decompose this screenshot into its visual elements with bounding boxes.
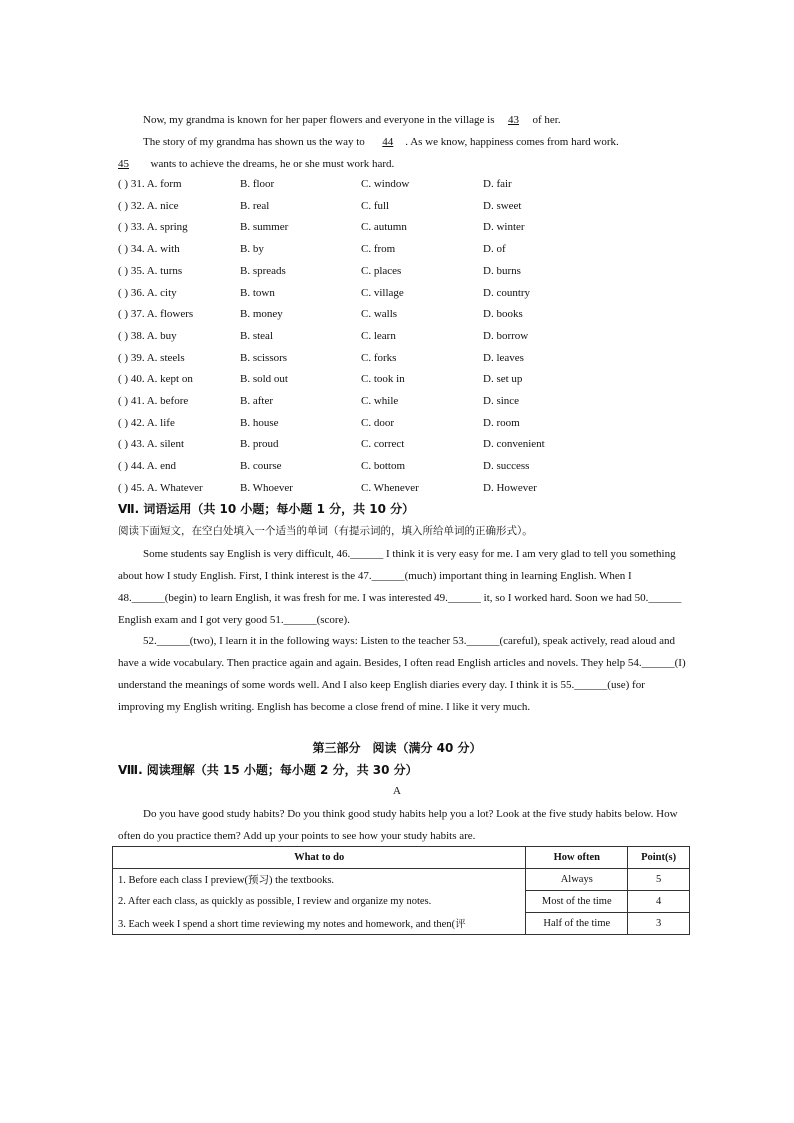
option-c: C. window	[361, 178, 410, 190]
option-row	[118, 369, 690, 391]
option-b: B. by	[240, 243, 264, 256]
frequency-cell: Half of the time	[526, 913, 628, 935]
option-b: B. steal	[240, 329, 273, 342]
blank-45: 45	[118, 158, 129, 170]
table-header-row	[113, 847, 690, 869]
option-b: B. scissors	[240, 351, 288, 364]
option-c: C. autumn	[361, 221, 407, 234]
question-number[interactable]: ( ) 32. A. nice	[118, 199, 179, 212]
habit-cell: 2. After each class, as quickly as possible, I review and organize my notes.	[113, 891, 526, 913]
intro-text: Now, my grandma is known for her paper flowers and everyone in the village is	[143, 114, 495, 126]
option-row	[118, 348, 690, 370]
option-d: D. fair	[483, 178, 512, 190]
option-c: C. correct	[361, 438, 405, 451]
option-d: D. sweet	[483, 199, 522, 212]
option-c: C. village	[361, 286, 404, 299]
option-row	[118, 217, 690, 239]
question-number[interactable]: ( ) 37. A. flowers	[118, 308, 194, 321]
question-number[interactable]: ( ) 45. A. Whatever	[118, 481, 203, 494]
section7-paragraph-1: Some students say English is very difficult, 46.______ I think it is very easy for me. I am very glad to tell you something about how I study English. First, I think interest is the 47.______(much) important thing in learning English. When I 48.______(begin) to learn English, it was fresh for me. I was interested 49.______ it, so I worked hard. Soon we had 50.______ English exam and I got very good 51.______(score).	[118, 548, 682, 626]
question-number[interactable]: ( ) 34. A. with	[118, 243, 180, 256]
section7-heading: Ⅶ. 词语运用（共 10 小题；每小题 1 分，共 10 分）	[118, 502, 415, 516]
option-row	[118, 174, 690, 196]
section7-instruction: 阅读下面短文，在空白处填入一个适当的单词（有提示词的，填入所给单词的正确形式）。	[118, 525, 533, 537]
question-number[interactable]: ( ) 41. A. before	[118, 395, 189, 407]
header-points: Point(s)	[628, 847, 690, 869]
study-habits-table	[112, 846, 690, 935]
option-c: C. while	[361, 395, 399, 407]
option-c: C. learn	[361, 329, 396, 342]
section8-intro: Do you have good study habits? Do you think good study habits help you a lot? Look at the five study habits below. How often do you practice them? Add up your points to see how your study habits are.	[118, 808, 678, 842]
option-row	[118, 413, 690, 435]
option-b: B. course	[240, 460, 282, 473]
option-row	[118, 304, 690, 326]
option-c: C. door	[361, 416, 394, 429]
section7-paragraph-2: 52.______(two), I learn it in the following ways: Listen to the teacher 53.______(careful), speak actively, read aloud and have a wide vocabulary. Then practice again and again. Besides, I often read English articles and novels. They help 54.______(I) understand the meanings of some words well. And I also keep English diaries every day. I think it is 55.______(use) for improving my English writing. English has become a close frend of mine. I like it very much.	[118, 635, 686, 713]
option-d: D. room	[483, 416, 520, 429]
points-cell: 5	[628, 869, 690, 891]
points-cell: 4	[628, 891, 690, 913]
intro-line-44: The story of my grandma has shown us the way to 44 . As we know, happiness comes from hard work.	[143, 136, 619, 148]
option-c: C. forks	[361, 351, 397, 364]
question-number[interactable]: ( ) 43. A. silent	[118, 438, 184, 451]
passage-label: A	[393, 785, 401, 797]
option-b: B. proud	[240, 438, 279, 451]
option-c: C. took in	[361, 373, 405, 386]
option-c: C. full	[361, 199, 390, 212]
frequency-cell: Always	[526, 869, 628, 891]
option-b: B. sold out	[240, 373, 288, 386]
option-row	[118, 283, 690, 305]
option-b: B. real	[240, 199, 270, 212]
option-row	[118, 434, 690, 456]
option-c: C. walls	[361, 308, 398, 321]
option-b: B. summer	[240, 221, 289, 234]
option-d: D. country	[483, 286, 531, 299]
blank-43: 43	[508, 114, 519, 126]
option-row	[118, 261, 690, 283]
option-c: C. bottom	[361, 460, 406, 473]
option-row	[118, 326, 690, 348]
question-number[interactable]: ( ) 31. A. form	[118, 178, 182, 190]
table-row	[113, 869, 690, 891]
option-b: B. floor	[240, 178, 275, 190]
option-b: B. after	[240, 395, 273, 407]
option-row	[118, 391, 690, 413]
option-row	[118, 196, 690, 218]
option-d: D. success	[483, 460, 530, 473]
table-row	[113, 891, 690, 913]
option-d: D. since	[483, 395, 520, 407]
option-d: D. convenient	[483, 438, 545, 451]
option-d: D. However	[483, 481, 537, 494]
option-d: D. winter	[483, 221, 525, 234]
part3-title: 第三部分 阅读（满分 40 分）	[312, 741, 482, 755]
option-b: B. town	[240, 286, 275, 299]
question-number[interactable]: ( ) 39. A. steels	[118, 351, 185, 364]
option-d: D. borrow	[483, 329, 529, 342]
blank-44: 44	[382, 136, 394, 148]
option-c: C. places	[361, 264, 402, 277]
option-row	[118, 478, 690, 500]
habit-cell: 3. Each week I spend a short time reviewing my notes and homework, and then(评	[113, 913, 526, 935]
option-b: B. spreads	[240, 264, 286, 277]
option-row	[118, 239, 690, 261]
question-number[interactable]: ( ) 42. A. life	[118, 416, 175, 429]
option-d: D. set up	[483, 373, 523, 386]
option-b: B. house	[240, 416, 279, 429]
option-c: C. Whenever	[361, 481, 419, 494]
header-what-to-do: What to do	[113, 847, 526, 869]
frequency-cell: Most of the time	[526, 891, 628, 913]
table-row	[113, 913, 690, 935]
option-c: C. from	[361, 243, 396, 256]
option-d: D. books	[483, 308, 523, 321]
option-d: D. burns	[483, 264, 521, 277]
section8-heading: Ⅷ. 阅读理解（共 15 小题；每小题 2 分，共 30 分）	[118, 763, 418, 777]
question-number[interactable]: ( ) 36. A. city	[118, 286, 177, 299]
question-number[interactable]: ( ) 38. A. buy	[118, 329, 177, 342]
question-number[interactable]: ( ) 33. A. spring	[118, 221, 188, 234]
option-d: D. of	[483, 243, 506, 256]
option-row	[118, 456, 690, 478]
option-d: D. leaves	[483, 351, 524, 364]
question-number[interactable]: ( ) 40. A. kept on	[118, 373, 193, 386]
question-number[interactable]: ( ) 35. A. turns	[118, 264, 183, 277]
intro-line-43: Now, my grandma is known for her paper flowers and everyone in the village is 43 of her.	[143, 114, 561, 126]
option-b: B. Whoever	[240, 481, 293, 494]
question-number[interactable]: ( ) 44. A. end	[118, 460, 177, 473]
header-how-often: How often	[526, 847, 628, 869]
intro-line-45: 45 wants to achieve the dreams, he or she must work hard.	[118, 158, 395, 170]
habit-cell: 1. Before each class I preview(预习) the textbooks.	[113, 869, 526, 891]
points-cell: 3	[628, 913, 690, 935]
option-b: B. money	[240, 308, 283, 321]
